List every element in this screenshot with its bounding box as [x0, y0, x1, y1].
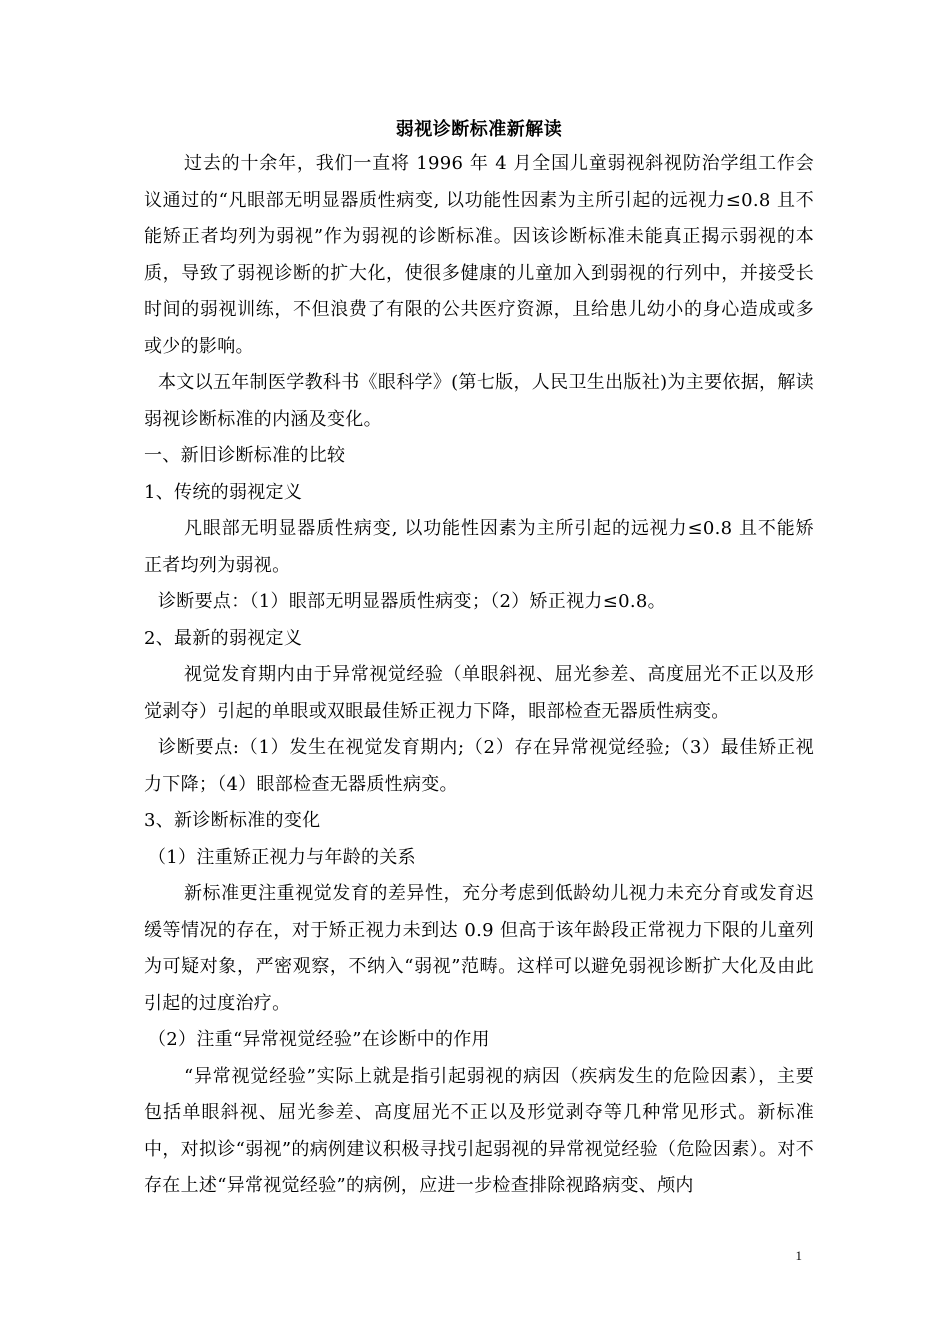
heading-changes: 3、新诊断标准的变化 — [144, 810, 321, 831]
document-title: 弱视诊断标准新解读 — [395, 119, 563, 140]
page-number: 1 — [795, 1248, 802, 1263]
heading-new-definition: 2、最新的弱视定义 — [144, 627, 303, 649]
document-page — [144, 118, 814, 1205]
paragraph-new-points: 诊断要点:（1）发生在视觉发育期内;（2）存在异常视觉经验;（3）最佳矫正视力下降；（4）眼部检查无器质性病变。 — [144, 737, 814, 795]
paragraph-change-2: “异常视觉经验”实际上就是指引起弱视的病因（疾病发生的危险因素），主要包括单眼斜视、屈光参差、高度屈光不正以及形觉剥夺等几种常见形式。新标准中，对拟诊“弱视”的病例建议积极寻找引起弱视的异常视觉经验（危险因素）。对不存在上述“异常视觉经验”的病例，应进一步检查排除视路病变、颅内 — [144, 1065, 814, 1196]
paragraph-change-1: 新标准更注重视觉发育的差异性，充分考虑到低龄幼儿视力未充分育或发育迟缓等情况的存在，对于矫正视力未到达 0.9 但高于该年龄段正常视力下限的儿童列为可疑对象，严密观察，不纳入“弱视”范畴。这样可以避免弱视诊断扩大化及由此引起的过度治疗。 — [144, 883, 814, 1014]
paragraph-intro: 过去的十余年，我们一直将 1996 年 4 月全国儿童弱视斜视防治学组工作会议通过的“凡眼部无明显器质性病变, 以功能性因素为主所引起的远视力≤0.8 且不能矫正者均列为弱视”作为弱视的诊断标准。因该诊断标准未能真正揭示弱视的本质，导致了弱视诊断的扩大化，使很多健康的儿童加入到弱视的行列中，并接受长时间的弱视训练，不但浪费了有限的公共医疗资源，且给患儿幼小的身心造成或多或少的影响。 — [144, 153, 814, 357]
paragraph-traditional-definition: 凡眼部无明显器质性病变, 以功能性因素为主所引起的远视力≤0.8 且不能矫正者均列为弱视。 — [144, 518, 814, 576]
heading-section-1: 一、新旧诊断标准的比较 — [144, 445, 346, 466]
heading-change-2: （2）注重“异常视觉经验”在诊断中的作用 — [148, 1029, 490, 1050]
paragraph-purpose: 本文以五年制医学教科书《眼科学》(第七版，人民卫生出版社)为主要依据，解读弱视诊断标准的内涵及变化。 — [144, 372, 814, 430]
paragraph-traditional-points: 诊断要点：（1）眼部无明显器质性病变；（2）矫正视力≤0.8。 — [158, 591, 666, 612]
heading-change-1: （1）注重矫正视力与年龄的关系 — [148, 846, 416, 868]
paragraph-new-definition: 视觉发育期内由于异常视觉经验（单眼斜视、屈光参差、高度屈光不正以及形觉剥夺）引起的单眼或双眼最佳矫正视力下降，眼部检查无器质性病变。 — [144, 664, 814, 722]
heading-traditional-definition: 1、传统的弱视定义 — [144, 481, 303, 503]
